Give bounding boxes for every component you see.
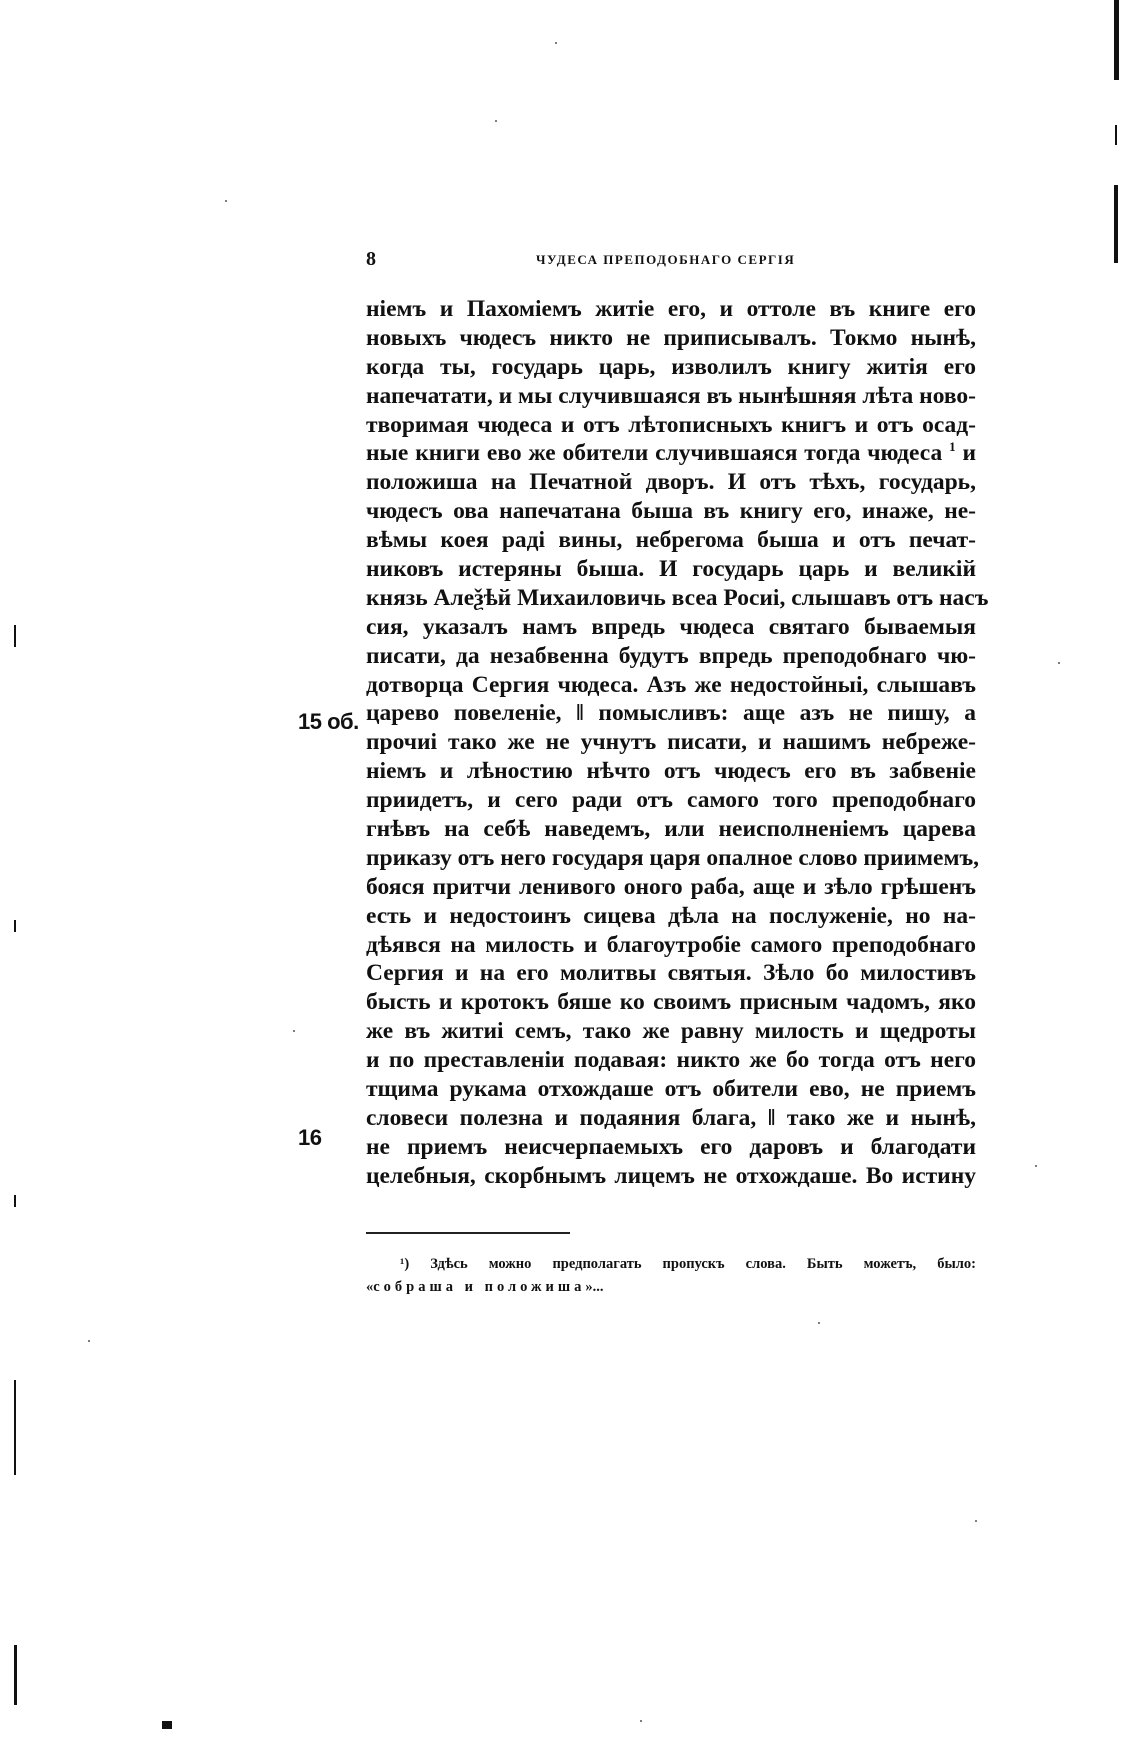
text-line: гнѣвъ на себѣ наведемъ, или неисполненіемъ царева <box>366 816 976 843</box>
text-line: вѣмы коея раді вины, небрегома быша и отъ печат- <box>366 527 976 554</box>
scan-speck <box>1058 662 1060 664</box>
scan-edge-mark <box>162 1721 172 1729</box>
text-line: не приемъ неисчерпаемыхъ его даровъ и благодати <box>366 1133 976 1160</box>
text-line: новыхъ чюдесъ никто не приписывалъ. Токмо нынѣ, <box>366 324 976 351</box>
text-line: Сергия и на его молитвы святыя. Зѣло бо милостивъ <box>366 960 976 987</box>
page-header <box>366 248 976 278</box>
text-line: целебныя, скорбнымъ лицемъ не отхождаше. Во истину <box>366 1162 976 1189</box>
text-line: и по преставленіи подавая: никто же бо тогда отъ него <box>366 1047 976 1074</box>
page-number: 8 <box>366 248 376 270</box>
footnote-marker: ¹) <box>400 1256 410 1272</box>
scan-edge-mark <box>14 1645 17 1705</box>
scan-edge-mark <box>14 625 16 647</box>
text-line: никовъ истеряны быша. И государь царь и великій <box>366 556 976 583</box>
text-line-content: ные книги ево же обители случившаяся тогда чюдеса <box>366 440 943 467</box>
text-line: дотворца Сергия чюдеса. Азъ же недостойныі, слышавъ <box>366 671 976 698</box>
scan-edge-mark <box>14 920 16 932</box>
text-line: приидетъ, и сего ради отъ самого того преподобнаго <box>366 787 976 814</box>
scan-edge-mark <box>1115 125 1117 145</box>
text-line: князь Алеѯѣй Михаиловичь всеа Росиі, слышавъ отъ насъ <box>366 584 989 611</box>
text-line-tail: и <box>955 440 977 467</box>
footnote-reference: 1 <box>949 439 956 455</box>
footnote-line <box>366 1276 976 1299</box>
footnote-divider <box>366 1232 570 1234</box>
footnote-line <box>366 1253 976 1276</box>
scan-speck <box>88 1340 90 1342</box>
scan-speck <box>225 200 227 202</box>
footnote-quote-open: « <box>366 1279 374 1295</box>
text-line-with-footnote-ref <box>366 439 976 468</box>
scan-speck <box>818 1322 820 1324</box>
text-line: есть и недостоинъ сицева дѣла на послуженіе, но на- <box>366 902 976 929</box>
scan-speck <box>495 120 497 122</box>
text-line: дѣявся на милость и благоутробіе самого преподобнаго <box>366 931 976 958</box>
scan-speck <box>555 42 557 44</box>
text-line: приказу отъ него государя царя опалное слово приимемъ, <box>366 844 980 871</box>
scan-speck <box>975 1520 977 1522</box>
text-line: когда ты, государь царь, изволилъ книгу житія его <box>366 353 976 380</box>
text-line: тщима рукама отхождаше отъ обители ево, не приемъ <box>366 1076 976 1103</box>
scan-edge-mark <box>1114 185 1118 263</box>
scan-speck <box>640 1720 642 1722</box>
margin-note-folio-15ob: 15 об. <box>298 709 359 734</box>
text-line: сия, указалъ намъ впредь чюдеса святаго бываемыя <box>366 613 976 640</box>
text-line: прочиі тако же не учнутъ писати, и нашимъ небреже- <box>366 729 976 756</box>
scan-speck <box>1035 1165 1037 1167</box>
footnote-text: Здѣсь можно предполагать пропускъ слова. Быть можетъ, было: <box>430 1256 976 1272</box>
text-line: напечатати, и мы случившаяся въ нынѣшняя лѣта ново- <box>366 382 976 409</box>
text-line: ніемъ и лѣностию нѣчто отъ чюдесъ его въ забвеніе <box>366 758 976 785</box>
text-line: царево повеленіе, ‖ помысливъ: аще азъ не пишу, а <box>366 700 976 727</box>
text-line: чюдесъ ова напечатана быша въ книгу его, инаже, не- <box>366 498 976 525</box>
text-line: словеси полезна и подаяния блага, ‖ тако же и нынѣ, <box>366 1104 976 1131</box>
text-line: положиша на Печатной дворъ. И отъ тѣхъ, государь, <box>366 469 976 496</box>
text-line: бояся притчи ленивого оного раба, аще и зѣло грѣшенъ <box>366 873 976 900</box>
scan-edge-mark <box>14 1380 16 1475</box>
running-title: ЧУДЕСА ПРЕПОДОБНАГО СЕРГІЯ <box>536 252 796 267</box>
text-line: ніемъ и Пахоміемъ житіе его, и оттоле въ книге его <box>366 296 976 322</box>
scan-edge-mark <box>14 1195 16 1207</box>
text-line: писати, да незабвенна будутъ впредь преподобнаго чю- <box>366 642 976 669</box>
body-text <box>366 295 989 1191</box>
text-line: же въ житиі семъ, тако же равну милость и щедроты <box>366 1018 976 1045</box>
scan-edge-mark <box>1114 0 1119 80</box>
footnote <box>366 1253 976 1299</box>
text-line: бысть и кротокъ бяше ко своимъ присным чадомъ, яко <box>366 989 976 1016</box>
text-line: творимая чюдеса и отъ лѣтописныхъ книгъ и отъ осад- <box>366 411 976 438</box>
scan-speck <box>293 1030 295 1032</box>
margin-note-folio-16: 16 <box>298 1125 322 1150</box>
footnote-spaced-text: собраша и положиша <box>373 1279 586 1295</box>
footnote-quote-close: »... <box>585 1279 604 1295</box>
